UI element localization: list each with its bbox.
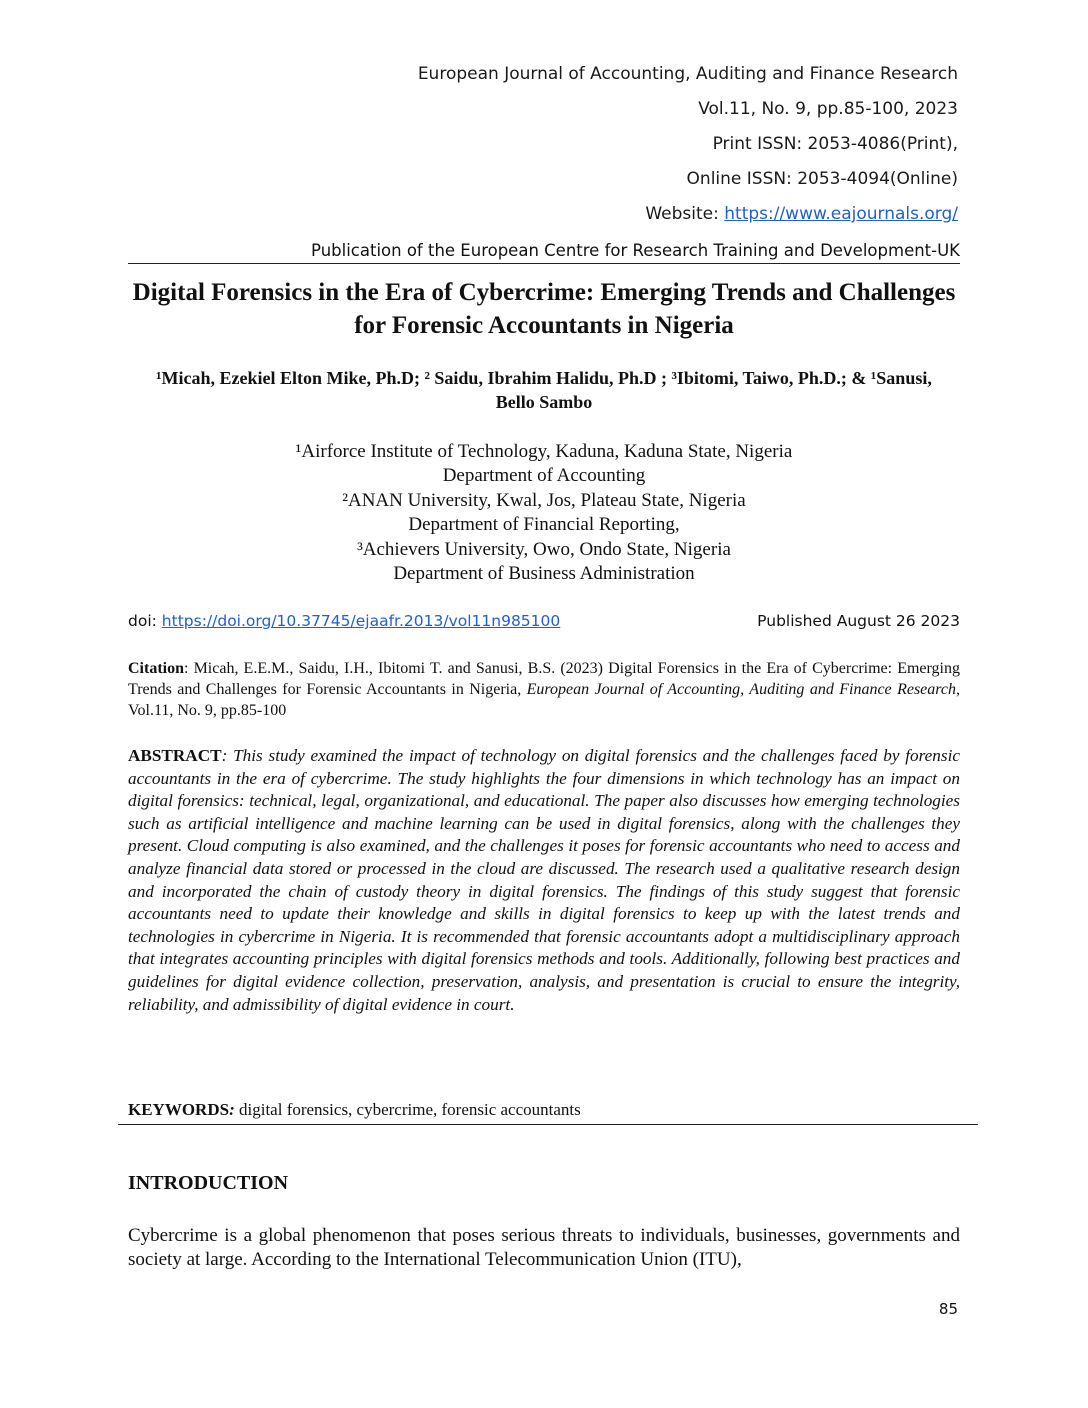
online-issn: Online ISSN: 2053-4094(Online) <box>686 169 958 189</box>
page-number: 85 <box>938 1300 958 1318</box>
doi-link[interactable]: https://doi.org/10.37745/ejaafr.2013/vol11n985100 <box>161 612 561 630</box>
author-list: ¹Micah, Ezekiel Elton Mike, Ph.D; ² Saidu, Ibrahim Halidu, Ph.D ; ³Ibitomi, Taiwo, Ph.D.; & ¹Sanusi, Bello Sambo <box>156 368 932 412</box>
paper-title: Digital Forensics in the Era of Cybercrime: Emerging Trends and Challenges for Forensic Accountants in Nigeria <box>132 279 956 339</box>
introduction-heading: INTRODUCTION <box>128 1172 289 1194</box>
abstract <box>128 745 960 1016</box>
citation-label: Citation <box>128 660 184 677</box>
citation-journal: European Journal of Accounting, Auditing and Finance Research <box>526 681 957 698</box>
abstract-label: ABSTRACT <box>128 746 222 765</box>
website-line <box>645 204 958 224</box>
introduction-paragraph: Cybercrime is a global phenomenon that poses serious threats to individuals, businesses, governments and society at large. According to the International Telecommunication Union (ITU), <box>128 1225 960 1270</box>
keywords-label: KEYWORDS <box>128 1100 230 1119</box>
affiliation-line: Department of Business Administration <box>393 563 695 585</box>
keywords <box>118 1100 978 1125</box>
affiliation-line: Department of Accounting <box>442 465 646 487</box>
volume-info: Vol.11, No. 9, pp.85-100, 2023 <box>698 99 958 119</box>
affiliation-line: ¹Airforce Institute of Technology, Kaduna, Kaduna State, Nigeria <box>295 441 793 462</box>
abstract-text: : This study examined the impact of technology on digital forensics and the challenges faced by forensic accountants in the era of cybercrime. The study highlights the four dimensions in which technology has an impact on digital forensics: technical, legal, organizational, and educational. The paper also discusses how emerging technologies such as artificial intelligence and machine learning can be used in digital forensics, along with the challenges they present. Cloud computing is also examined, and the challenges it poses for forensic accountants who need to access and analyze financial data stored or processed in the cloud are discussed. The research used a qualitative research design and incorporated the chain of custody theory in digital forensics. The findings of this study suggest that forensic accountants need to update their knowledge and skills in digital forensics to keep up with the latest trends and technologies in cybercrime in Nigeria. It is recommended that forensic accountants adopt a multidisciplinary approach that integrates accounting principles with digital forensics methods and tools. Additionally, following best practices and guidelines for digital evidence collection, preservation, analysis, and presentation is crucial to ensure the integrity, reliability, and admissibility of digital evidence in court. <box>128 746 960 1014</box>
publication-line: Publication of the European Centre for Research Training and Development-UK <box>128 241 960 264</box>
doi-line <box>128 612 960 630</box>
website-link[interactable]: https://www.eajournals.org/ <box>724 204 958 224</box>
citation-details: , Vol.11, No. 9, pp.85-100 <box>128 681 961 719</box>
affiliation-line: ²ANAN University, Kwal, Jos, Plateau State, Nigeria <box>342 489 746 511</box>
journal-name: European Journal of Accounting, Auditing and Finance Research <box>417 64 958 84</box>
affiliation-line: ³Achievers University, Owo, Ondo State, Nigeria <box>357 538 731 560</box>
keywords-text: digital forensics, cybercrime, forensic accountants <box>234 1100 581 1119</box>
affiliation-line: Department of Financial Reporting, <box>408 514 680 536</box>
published-date: Published August 26 2023 <box>757 612 960 630</box>
affiliations <box>128 440 960 586</box>
print-issn: Print ISSN: 2053-4086(Print), <box>712 134 958 154</box>
keywords-colon: : <box>229 1100 235 1119</box>
website-label: Website: <box>645 204 719 224</box>
citation-text: : Micah, E.E.M., Saidu, I.H., Ibitomi T. and Sanusi, B.S. (2023) Digital Forensics in the Era of Cybercrime: Emerging Trends and Challenges for Forensic Accountants in Nigeria, <box>128 660 960 698</box>
doi-label: doi: <box>128 612 157 630</box>
citation <box>128 658 960 721</box>
